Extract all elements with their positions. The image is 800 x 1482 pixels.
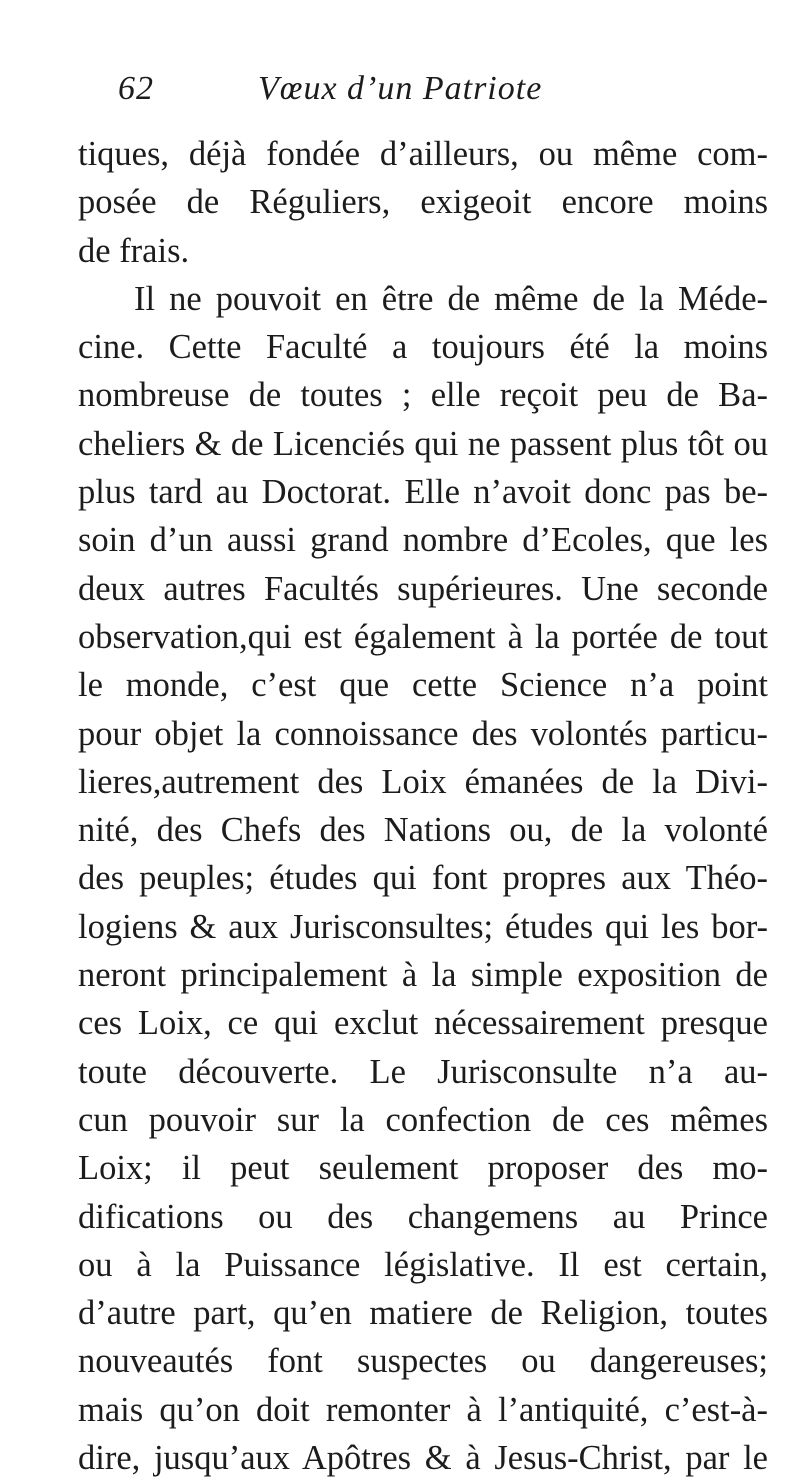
body-text	[78, 130, 768, 1482]
text-line: Loix; il peut seulement proposer des mo-	[78, 1149, 768, 1188]
page-number: 62	[118, 70, 154, 107]
text-line: cun pouvoir sur la confection de ces mêmes	[78, 1100, 768, 1139]
text-line: nombreuse de toutes ; elle reçoit peu de Ba-	[78, 376, 768, 415]
text-line: cine. Cette Faculté a toujours été la moins	[78, 328, 768, 367]
text-line: ces Loix, ce qui exclut nécessairement presque	[78, 1004, 768, 1043]
text-line: le monde, c’est que cette Science n’a point	[78, 666, 768, 705]
text-line: d’autre part, qu’en matiere de Religion, toutes	[78, 1294, 768, 1333]
running-title: Vœux d’un Patriote	[258, 70, 543, 107]
text-line: difications ou des changemens au Prince	[78, 1197, 768, 1236]
text-line: des peuples; études qui font propres aux Théo-	[78, 859, 768, 898]
text-line: mais qu’on doit remonter à l’antiquité, c’est-à-	[78, 1390, 768, 1429]
text-line: posée de Réguliers, exigeoit encore moins	[78, 183, 768, 222]
running-head	[118, 70, 738, 114]
text-line: de frais.	[78, 231, 190, 270]
text-line: nouveautés font suspectes ou dangereuses;	[78, 1342, 768, 1381]
text-line: soin d’un aussi grand nombre d’Ecoles, que les	[78, 521, 768, 560]
text-line: observation,qui est également à la portée de tout	[78, 617, 768, 656]
text-line: tiques, déjà fondée d’ailleurs, ou même com-	[78, 135, 768, 173]
text-line: cheliers & de Licenciés qui ne passent plus tôt ou	[78, 424, 768, 463]
text-line: plus tard au Doctorat. Elle n’avoit donc pas be-	[78, 473, 768, 512]
text-line: deux autres Facultés supérieures. Une seconde	[78, 569, 768, 608]
text-line: toute découverte. Le Jurisconsulte n’a au-	[78, 1052, 768, 1091]
text-line: Il ne pouvoit en être de même de la Méde-	[134, 279, 768, 318]
text-line: pour objet la connoissance des volontés particu-	[78, 714, 768, 753]
text-line: nité, des Chefs des Nations ou, de la volonté	[78, 811, 768, 850]
text-line: lieres,autrement des Loix émanées de la Divi-	[78, 762, 768, 801]
text-line: dire, jusqu’aux Apôtres & à Jesus-Christ, par le	[78, 1439, 768, 1478]
text-line: neront principalement à la simple exposition de	[78, 956, 768, 995]
text-line: ou à la Puissance législative. Il est certain,	[78, 1245, 768, 1284]
text-line: logiens & aux Jurisconsultes; études qui les bor-	[78, 907, 768, 946]
